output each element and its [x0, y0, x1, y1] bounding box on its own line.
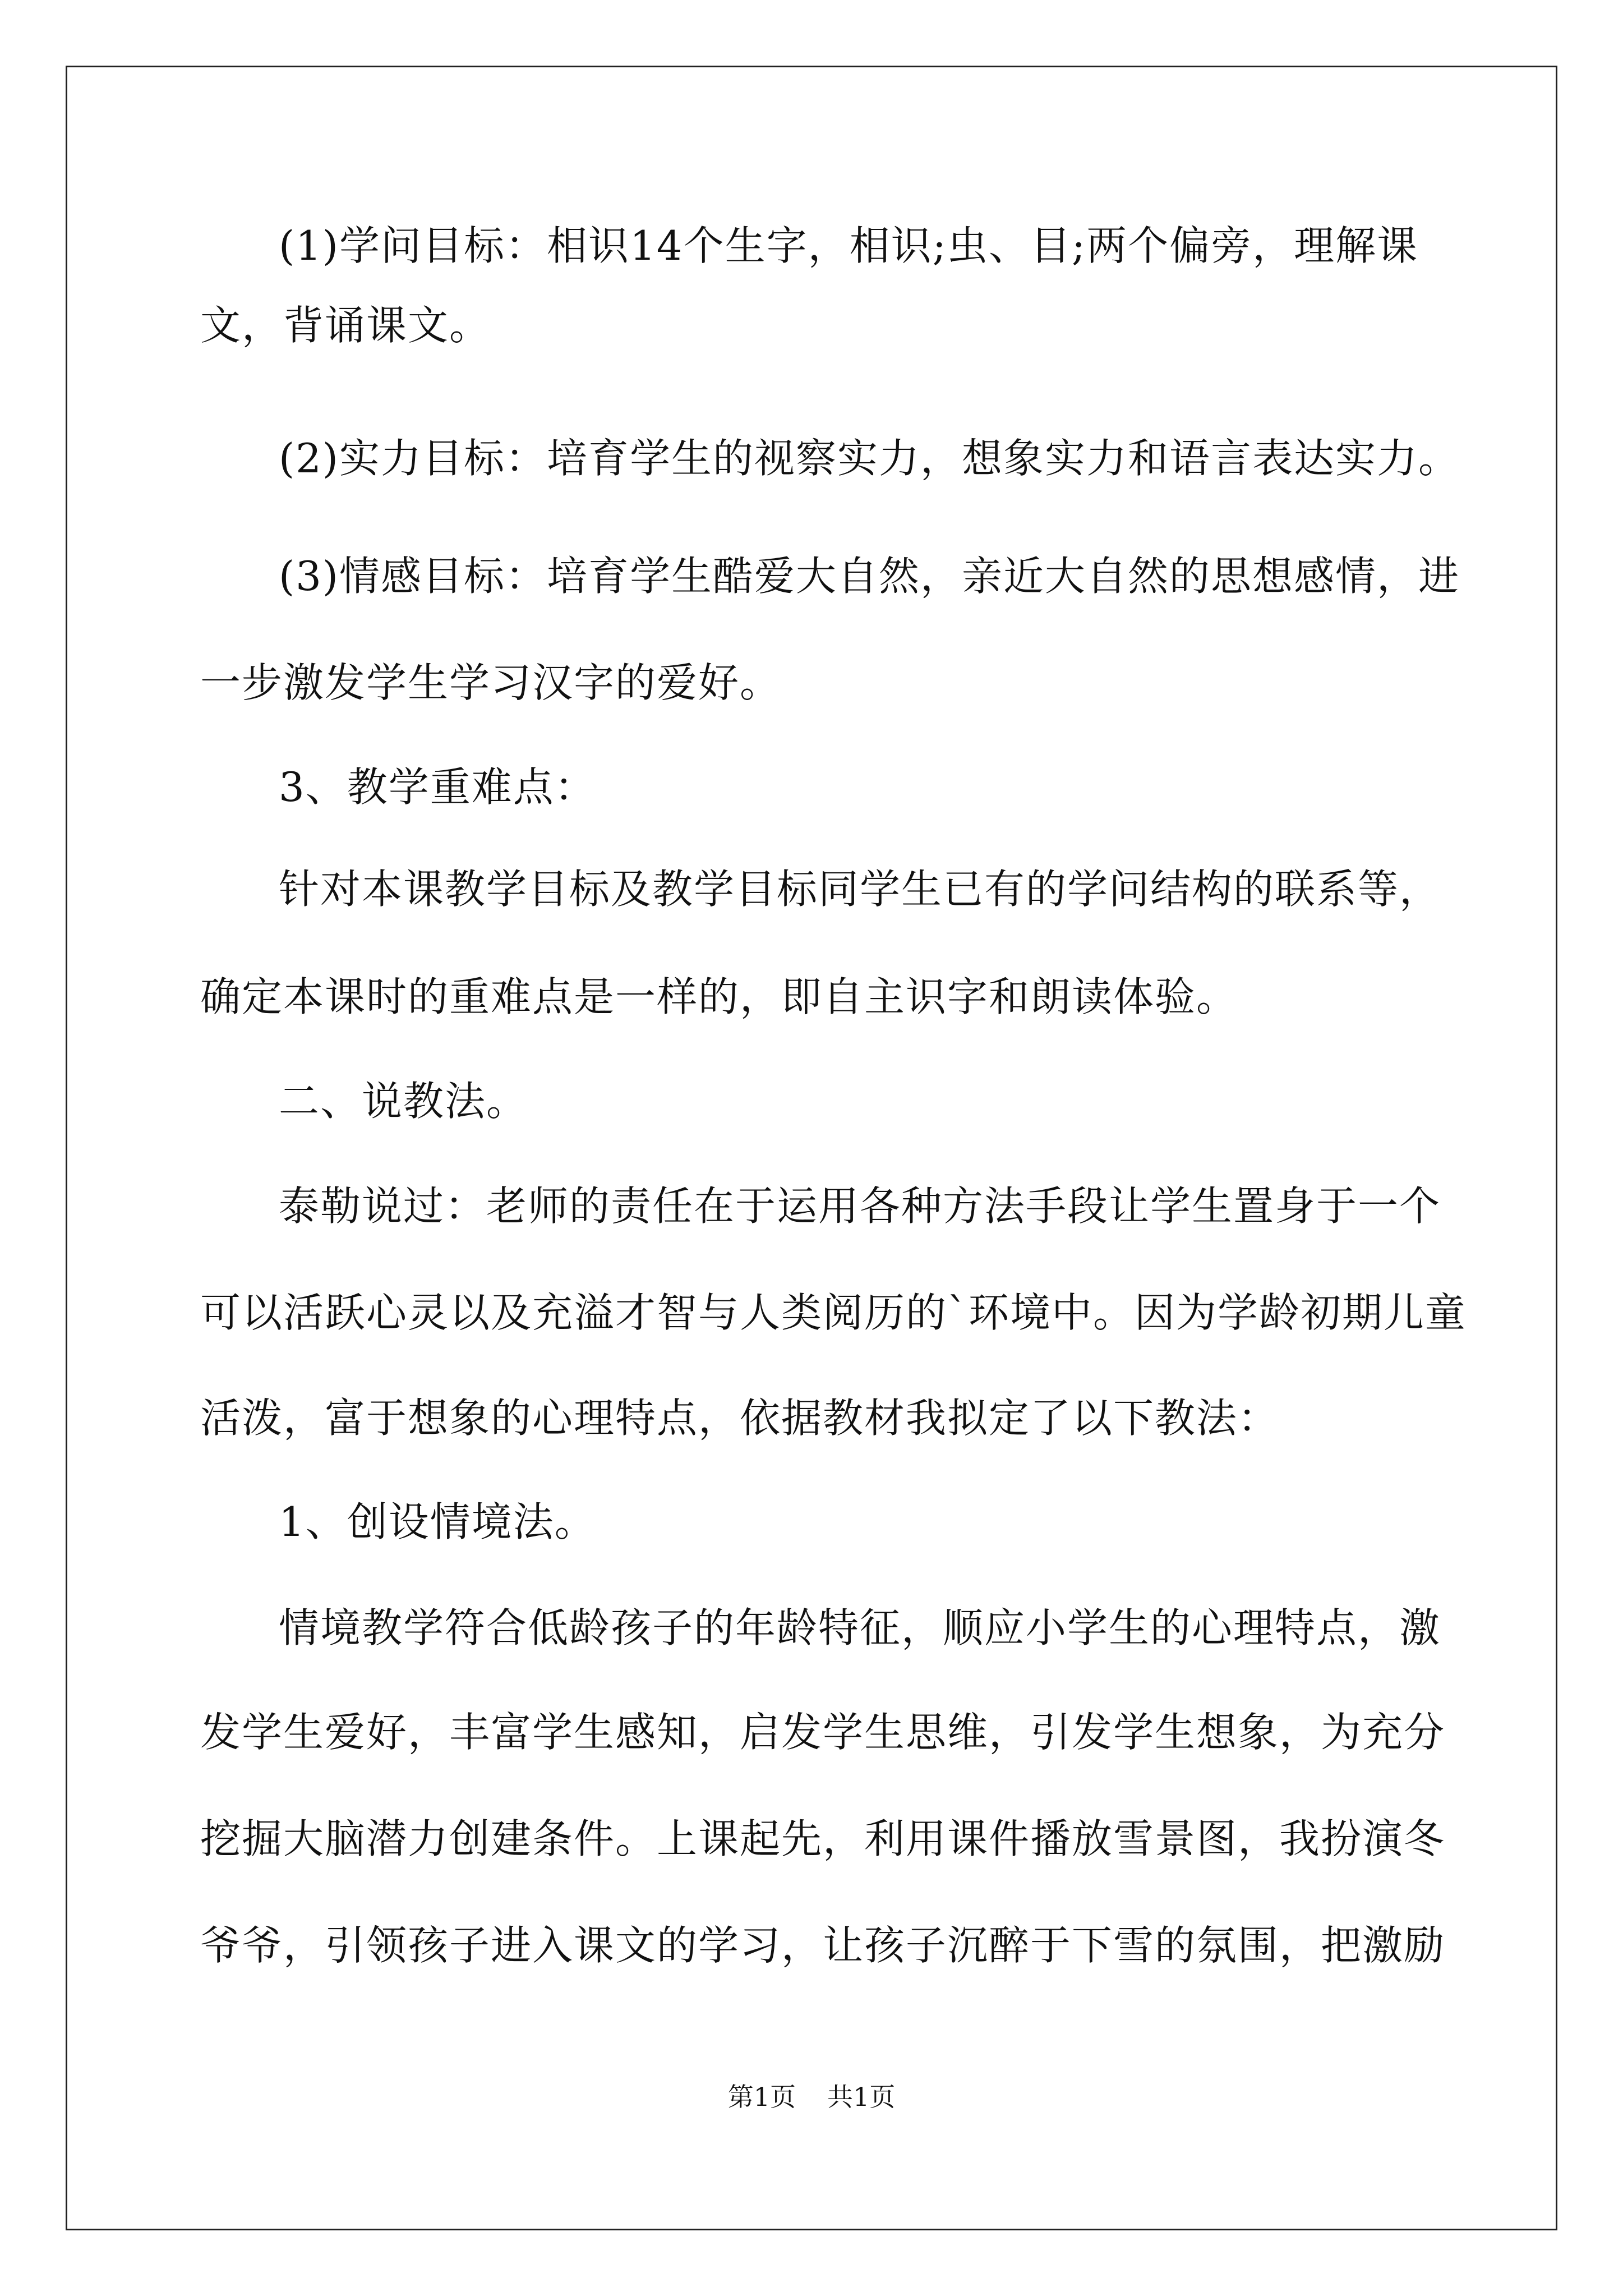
text-line: (2)实力目标：培育学生的视察实力，想象实力和语言表达实力。 — [279, 435, 1460, 482]
text-line: 挖掘大脑潜力创建条件。上课起先，利用课件播放雪景图，我扮演冬 — [200, 1815, 1446, 1862]
text-line: 一步激发学生学习汉字的爱好。 — [200, 659, 782, 706]
section-heading: 二、说教法。 — [279, 1078, 528, 1125]
section-heading: 3、教学重难点： — [279, 763, 596, 811]
text-line: 文，背诵课文。 — [200, 302, 491, 349]
section-heading: 1、创设情境法。 — [279, 1498, 596, 1545]
text-line: 发学生爱好，丰富学生感知，启发学生思维，引发学生想象，为充分 — [200, 1709, 1446, 1756]
page-total: 共1页 — [827, 2082, 896, 2112]
page-number: 第1页 — [727, 2082, 796, 2112]
text-line: (3)情感目标：培育学生酷爱大自然，亲近大自然的思想感情，进 — [279, 553, 1460, 600]
text-line: (1)学问目标：相识14个生字，相识;虫、目;两个偏旁，理解课 — [279, 222, 1419, 269]
text-line: 可以活跃心灵以及充溢才智与人类阅历的`环境中。因为学龄初期儿童 — [200, 1289, 1467, 1336]
page-border — [66, 66, 1557, 2230]
text-line: 爷爷，引领孩子进入课文的学习，让孩子沉醉于下雪的氛围，把激励 — [200, 1922, 1446, 1969]
text-line: 活泼，富于想象的心理特点，依据教材我拟定了以下教法： — [200, 1395, 1280, 1442]
text-line: 确定本课时的重难点是一样的，即自主识字和朗读体验。 — [200, 973, 1238, 1020]
text-line: 情境教学符合低龄孩子的年龄特征，顺应小学生的心理特点，激 — [279, 1604, 1441, 1651]
page-footer — [0, 2080, 1623, 2114]
text-line: 针对本课教学目标及教学目标同学生已有的学问结构的联系等， — [279, 866, 1441, 913]
text-line: 泰勒说过：老师的责任在于运用各种方法手段让学生置身于一个 — [279, 1182, 1441, 1230]
